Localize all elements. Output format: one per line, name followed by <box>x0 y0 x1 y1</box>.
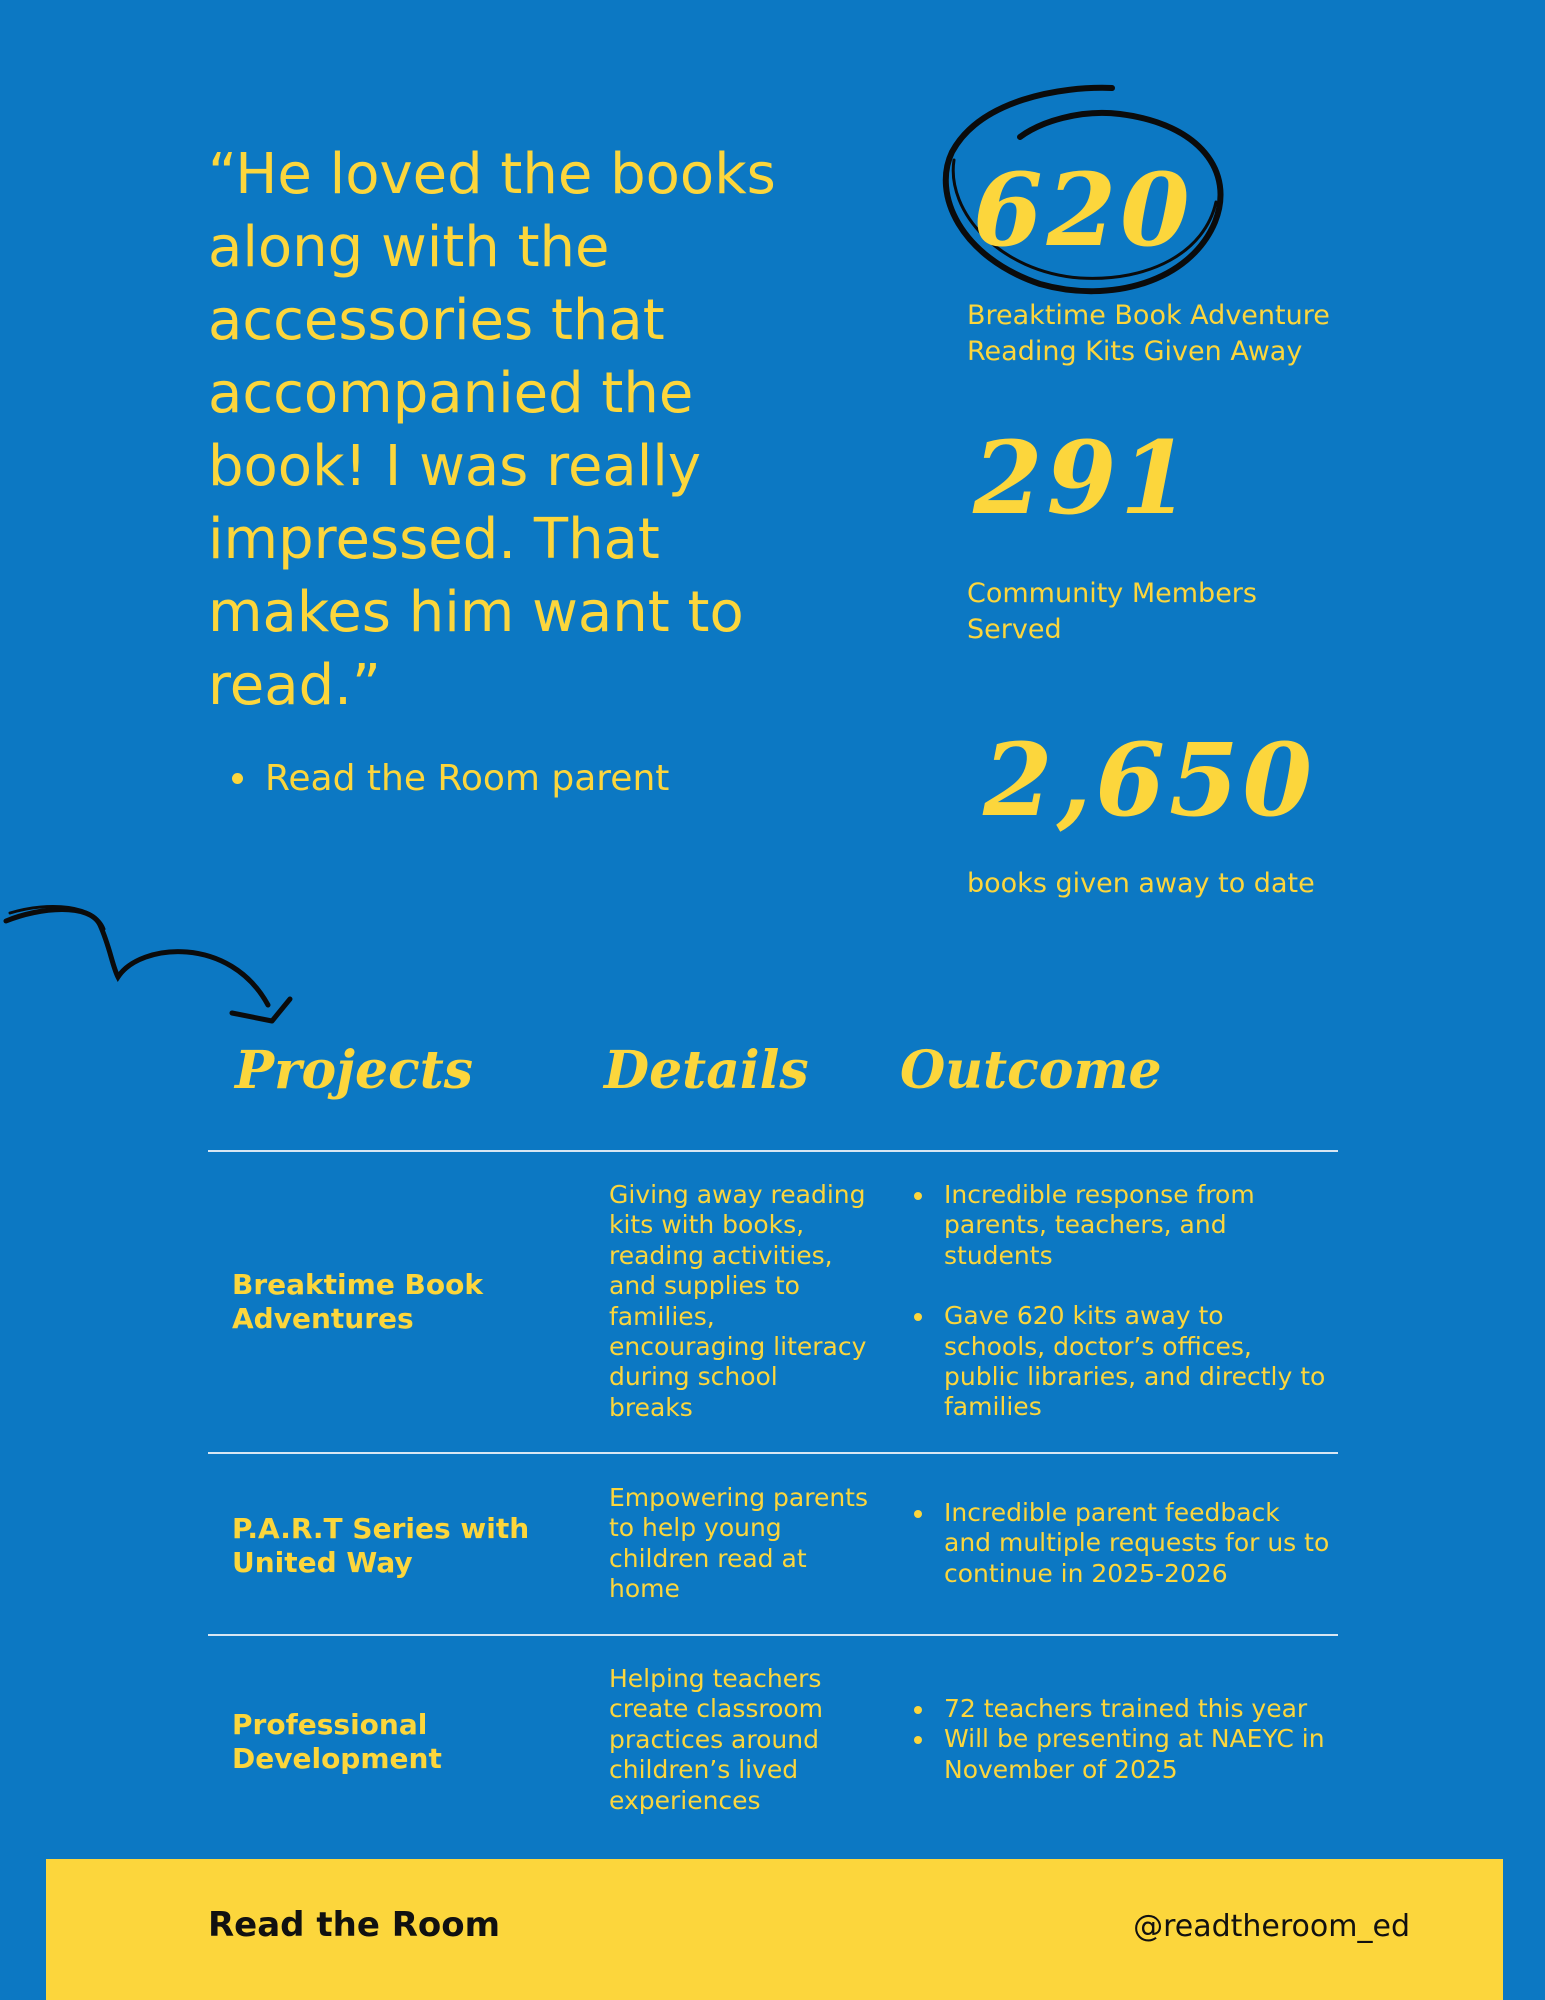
project-details: Giving away reading kits with books, reading activities, and supplies to families, encouraging literacy during school breaks <box>609 1180 867 1422</box>
outcome-item: Incredible response from parents, teachers, and students <box>912 1180 1332 1271</box>
stat-value-members: 291 <box>973 419 1194 537</box>
header-outcome: Outcome <box>900 1040 1162 1101</box>
project-name: P.A.R.T Series with United Way <box>232 1512 530 1579</box>
attribution-text: Read the Room parent <box>265 758 670 799</box>
outcome-item: Gave 620 kits away to schools, doctor’s offices, public libraries, and directly to families <box>912 1301 1332 1423</box>
project-details: Empowering parents to help young children read at home <box>609 1483 868 1604</box>
stat-label-kits: Breaktime Book Adventure Reading Kits Given Away <box>967 300 1330 367</box>
header-projects: Projects <box>235 1040 474 1101</box>
table-divider <box>208 1634 1338 1636</box>
stat-label-books: books given away to date <box>967 868 1315 899</box>
stat-value-kits: 620 <box>973 151 1194 269</box>
stat-label-members: Community Members Served <box>967 578 1257 645</box>
footer-bar <box>46 1859 1503 2000</box>
stat-value-books: 2,650 <box>983 721 1317 839</box>
project-name: Professional Development <box>232 1708 442 1775</box>
header-details: Details <box>604 1040 809 1101</box>
project-outcomes <box>912 1694 1332 1785</box>
footer-brand: Read the Room <box>208 1905 501 1945</box>
outcome-item: Incredible parent feedback and multiple requests for us to continue in 2025-2026 <box>912 1498 1332 1589</box>
social-handle[interactable]: @readtheroom_ed <box>1133 1909 1410 1944</box>
curved-arrow-icon <box>0 895 300 1030</box>
testimonial-quote: “He loved the books along with the accessories that accompanied the book! I was really impressed. That makes him want to read.” <box>208 142 776 718</box>
project-name: Breaktime Book Adventures <box>232 1268 483 1335</box>
table-divider <box>208 1452 1338 1454</box>
project-outcomes <box>912 1498 1332 1589</box>
table-divider <box>208 1150 1338 1152</box>
project-outcomes <box>912 1180 1332 1423</box>
bullet-dot-icon <box>232 773 243 784</box>
project-details: Helping teachers create classroom practices around children’s lived experiences <box>609 1664 824 1815</box>
outcome-item: Will be presenting at NAEYC in November of 2025 <box>912 1724 1332 1785</box>
outcome-item: 72 teachers trained this year <box>912 1694 1332 1724</box>
quote-attribution <box>232 758 669 799</box>
